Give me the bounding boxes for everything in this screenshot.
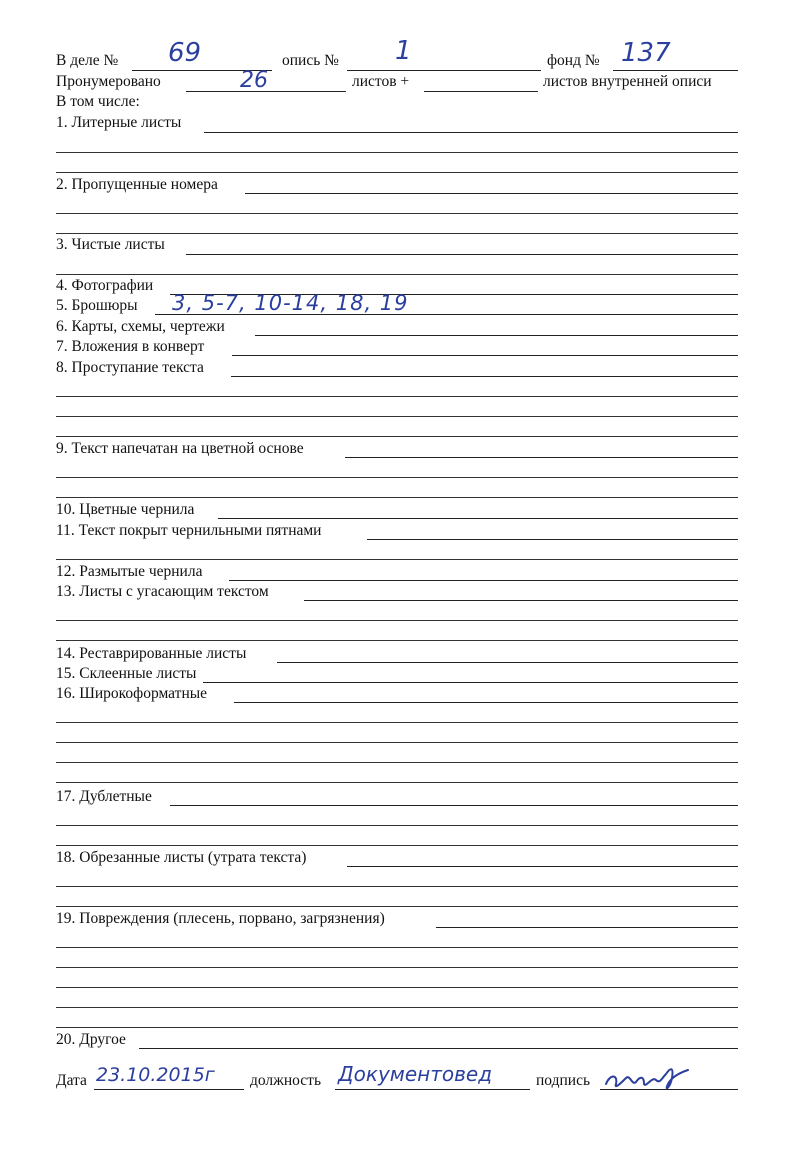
item-3-line: [186, 254, 738, 255]
item-glued-sheets: 15. Склеенные листы: [56, 665, 197, 682]
including-label: В том числе:: [56, 93, 140, 110]
inventory-number-line: [347, 70, 541, 71]
item-blank-sheets: 3. Чистые листы: [56, 236, 165, 253]
blank-line: [56, 620, 738, 621]
item-maps-schemes-drawings: 6. Карты, схемы, чертежи: [56, 318, 225, 335]
blank-line: [56, 762, 738, 763]
blank-line: [56, 436, 738, 437]
blank-line: [56, 274, 738, 275]
item-colored-ink: 10. Цветные чернила: [56, 501, 195, 518]
blank-line: [56, 559, 738, 560]
item-brochures: 5. Брошюры: [56, 297, 138, 314]
blank-line: [56, 825, 738, 826]
item-damage: 19. Повреждения (плесень, порвано, загрязнения): [56, 910, 385, 927]
blank-line: [56, 396, 738, 397]
blank-line: [56, 967, 738, 968]
blank-line: [56, 722, 738, 723]
item-14-line: [277, 662, 738, 663]
item-9-line: [345, 457, 738, 458]
item-fading-text: 13. Листы с угасающим текстом: [56, 583, 269, 600]
item-13-line: [304, 600, 738, 601]
item-envelope-attachments: 7. Вложения в конверт: [56, 338, 205, 355]
blank-line: [56, 742, 738, 743]
item-trimmed-sheets: 18. Обрезанные листы (утрата текста): [56, 849, 307, 866]
blank-line: [56, 213, 738, 214]
signature-label: подпись: [536, 1072, 591, 1089]
item-literal-sheets: 1. Литерные листы: [56, 114, 182, 131]
fund-number-value: 137: [621, 38, 671, 68]
blank-line: [56, 947, 738, 948]
internal-inventory-label: листов внутренней описи: [543, 73, 712, 90]
item-text-bleed-through: 8. Проступание текста: [56, 359, 204, 376]
blank-line: [56, 152, 738, 153]
blank-line: [56, 886, 738, 887]
fund-number-label: фонд №: [547, 52, 600, 69]
item-11-line: [367, 539, 738, 540]
item-other: 20. Другое: [56, 1031, 126, 1048]
numbered-value: 26: [240, 68, 268, 93]
date-line: [94, 1089, 244, 1090]
handwritten-signature: [602, 1058, 692, 1094]
fund-number-line: [613, 70, 738, 71]
blank-line: [56, 477, 738, 478]
item-smeared-ink: 12. Размытые чернила: [56, 563, 203, 580]
item-1-line: [204, 132, 738, 133]
blank-line: [56, 1007, 738, 1008]
item-6-line: [255, 335, 738, 336]
blank-line: [56, 845, 738, 846]
item-15-line: [203, 682, 738, 683]
item-7-line: [232, 355, 738, 356]
item-colored-background: 9. Текст напечатан на цветной основе: [56, 440, 304, 457]
item-10-line: [218, 518, 738, 519]
date-label: Дата: [56, 1072, 87, 1089]
item-2-line: [245, 193, 738, 194]
inventory-number-value: 1: [395, 36, 412, 66]
position-line: [335, 1089, 530, 1090]
position-value: Документовед: [338, 1062, 493, 1086]
blank-line: [56, 416, 738, 417]
blank-line: [56, 233, 738, 234]
item-missing-numbers: 2. Пропущенные номера: [56, 176, 218, 193]
item-12-line: [229, 580, 738, 581]
case-number-label: В деле №: [56, 52, 119, 69]
item-ink-stains: 11. Текст покрыт чернильными пятнами: [56, 522, 322, 539]
item-18-line: [347, 866, 738, 867]
sheets-plus-label: листов +: [352, 73, 410, 90]
item-duplicates: 17. Дублетные: [56, 788, 152, 805]
position-label: должность: [250, 1072, 322, 1089]
item-restored-sheets: 14. Реставрированные листы: [56, 645, 247, 662]
date-value: 23.10.2015г: [96, 1064, 215, 1086]
inventory-number-label: опись №: [282, 52, 339, 69]
blank-line: [56, 987, 738, 988]
blank-line: [56, 1027, 738, 1028]
internal-inventory-line: [424, 91, 538, 92]
item-8-line: [231, 376, 738, 377]
item-19-line: [436, 927, 738, 928]
case-number-value: 69: [168, 38, 202, 68]
numbered-label: Пронумеровано: [56, 73, 161, 90]
blank-line: [56, 497, 738, 498]
blank-line: [56, 640, 738, 641]
blank-line: [56, 906, 738, 907]
item-photos: 4. Фотографии: [56, 277, 154, 294]
blank-line: [56, 782, 738, 783]
item-20-line: [139, 1048, 738, 1049]
blank-line: [56, 172, 738, 173]
item-17-line: [170, 805, 738, 806]
item-16-line: [234, 702, 738, 703]
item-5-value: 3, 5-7, 10-14, 18, 19: [172, 291, 409, 315]
item-wide-format: 16. Широкоформатные: [56, 685, 208, 702]
